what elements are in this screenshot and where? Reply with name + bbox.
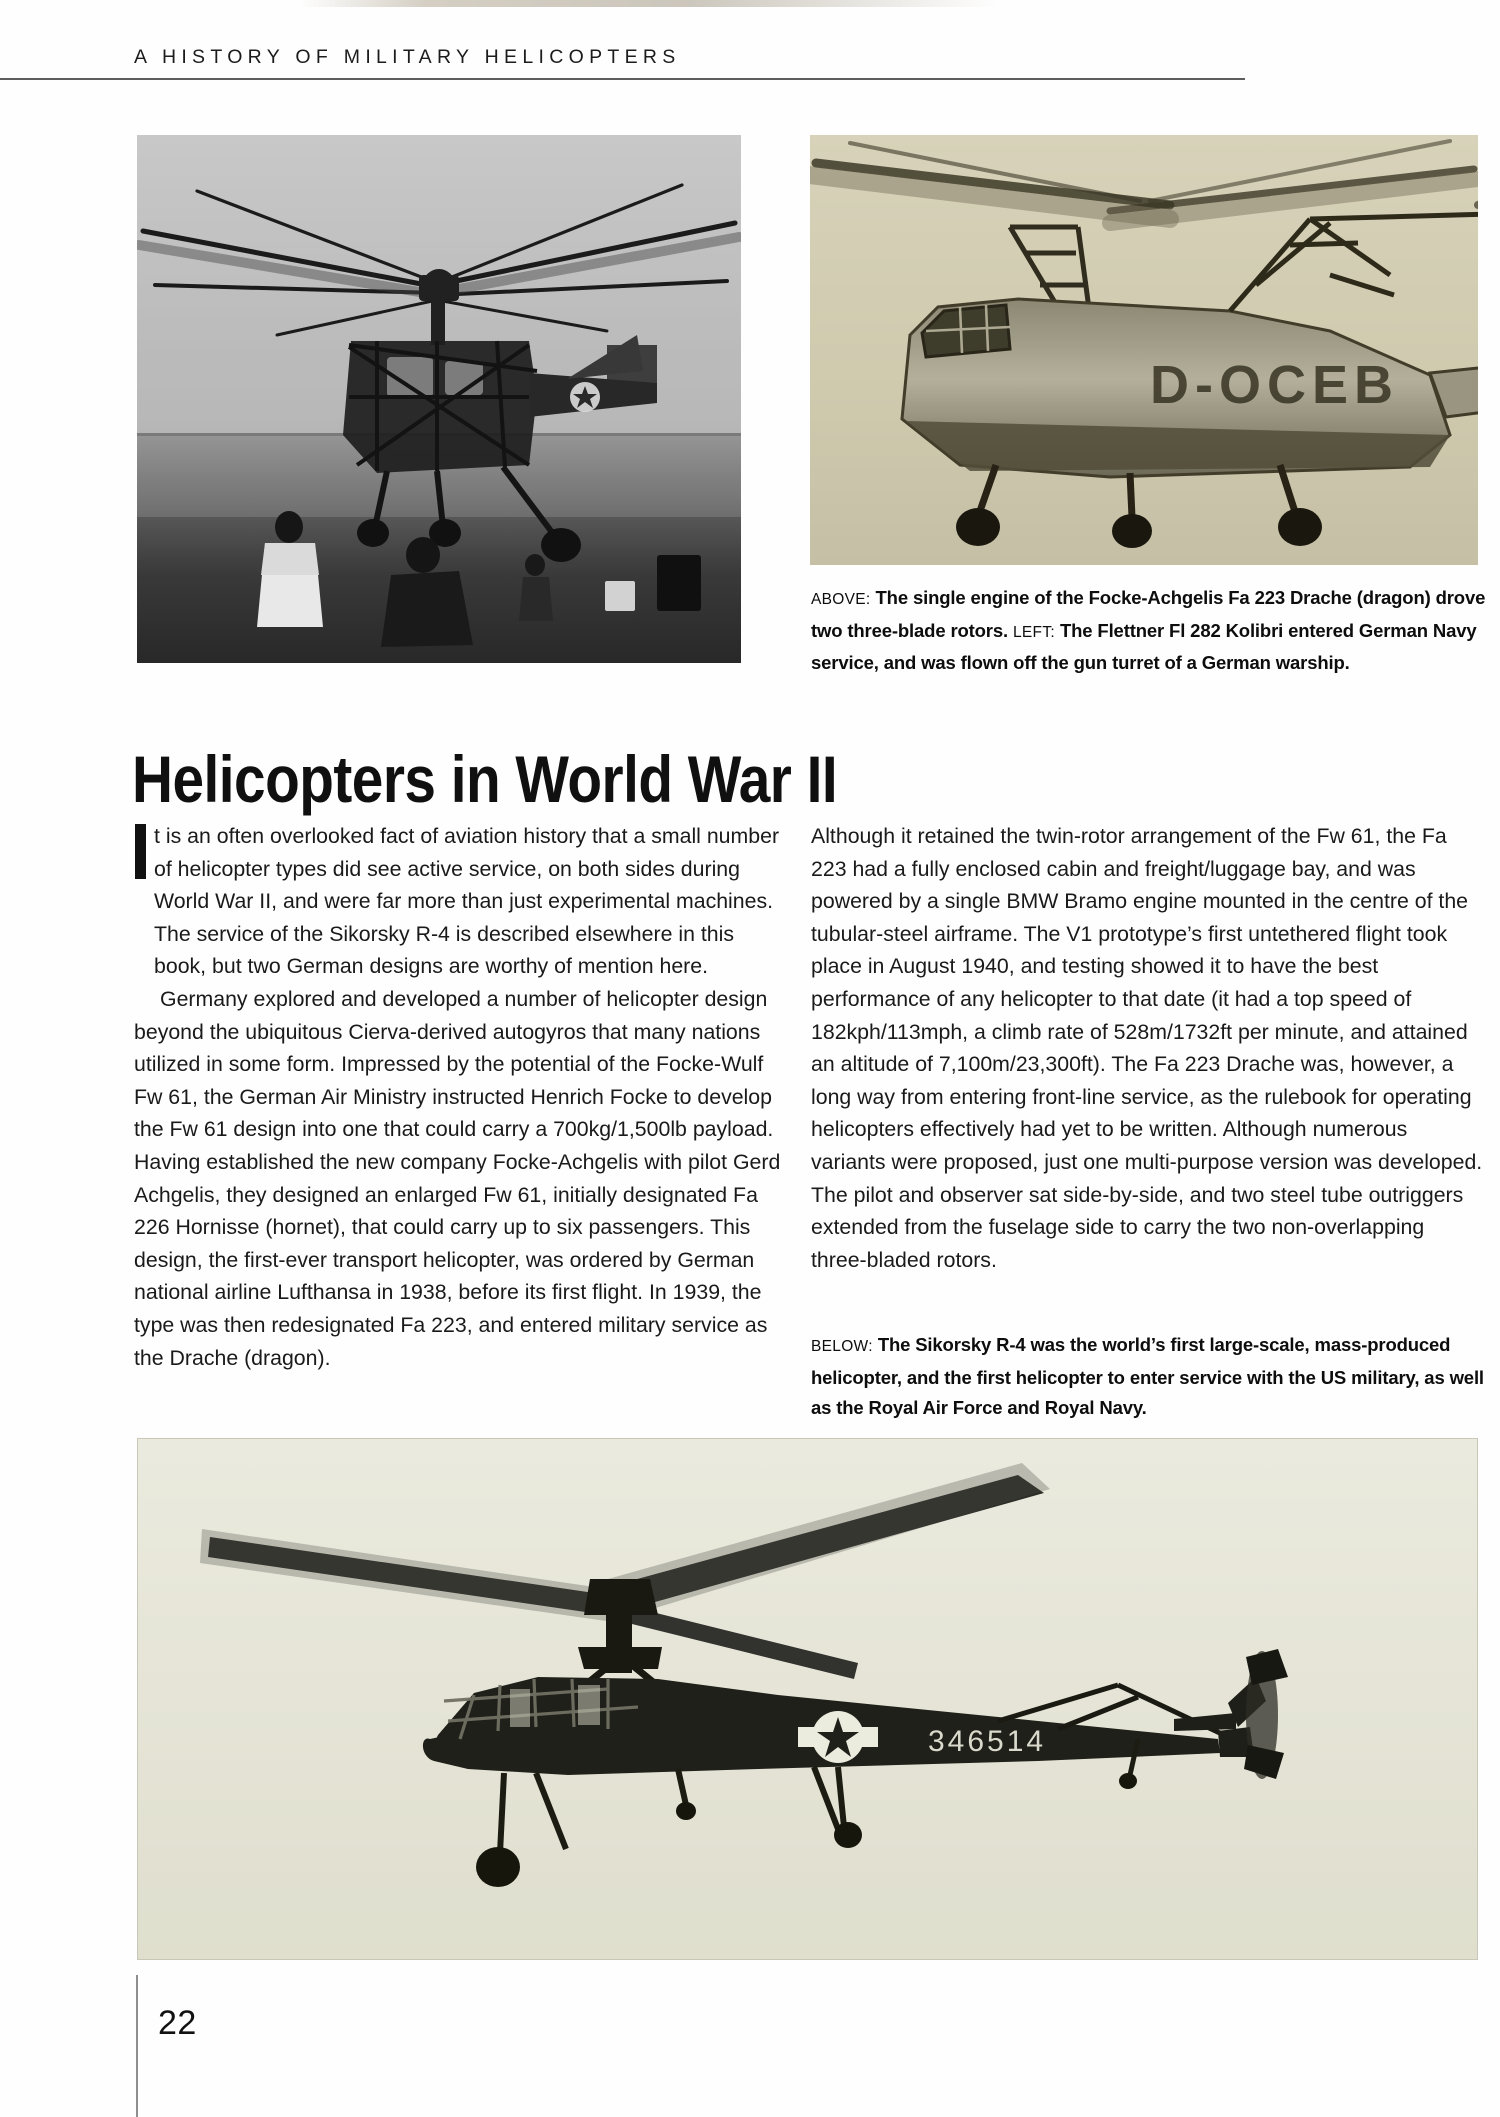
photo-focke-achgelis-fa-223 xyxy=(810,135,1478,565)
caption-above-left xyxy=(811,583,1491,679)
r4-photo-art xyxy=(138,1439,1477,1959)
svg-text:346514: 346514 xyxy=(928,1725,1047,1758)
body-column-right xyxy=(811,820,1483,1276)
page-title: Helicopters in World War II xyxy=(132,742,838,817)
fa223-photo-art xyxy=(810,135,1478,565)
caption-tag-below: BELOW: xyxy=(811,1338,873,1355)
caption-text-below: The Sikorsky R-4 was the world’s first large-scale, mass-produced helicopter, and the first helicopter to enter service with the US military, as well as the Royal Air Force and Royal Navy. xyxy=(811,1334,1484,1418)
paragraph: Germany explored and developed a number of helicopter design beyond the ubiquitous Cierva-derived autogyros that many nations utilized in some form. Impressed by the potential of the Focke-Wulf Fw 61, the German Air Ministry instructed Henrich Focke to develop the Fw 61 design into one that could carry a 700kg/1,500lb payload. Having established the new company Focke-Achgelis with pilot Gerd Achgelis, they designed an enlarged Fw 61, initially designated Fa 226 Hornisse (hornet), that could carry up to six passengers. This design, the first-ever transport helicopter, was ordered by German national airline Lufthansa in 1938, before its first flight. In 1939, the type was then redesignated Fa 223, and entered military service as the Drache (dragon). xyxy=(134,986,781,1370)
page-number: 22 xyxy=(158,2004,197,2042)
body-column-left xyxy=(134,820,784,1374)
header-rule xyxy=(0,78,1245,80)
paragraph: Although it retained the twin-rotor arrangement of the Fw 61, the Fa 223 had a fully enclosed cabin and freight/luggage bay, and was powered by a single BMW Bramo engine mounted in the centre of the tubular-steel airframe. The V1 prototype’s first untethered flight took place in August 1940, and testing showed it to have the best performance of any helicopter to that date (it had a top speed of 182kph/113mph, a climb rate of 528m/1732ft per minute, and attained an altitude of 7,100m/23,300ft). The Fa 223 Drache was, however, a long way from entering front-line service, as the rulebook for operating helicopters effectively had yet to be written. Although numerous variants were proposed, just one multi-purpose version was developed. The pilot and observer sat side-by-side, and two steel tube outriggers extended from the fuselage side to carry the two non-overlapping three-bladed rotors. xyxy=(811,824,1483,1272)
running-head: A HISTORY OF MILITARY HELICOPTERS xyxy=(134,46,681,68)
photo-sikorsky-r4 xyxy=(137,1438,1478,1960)
caption-tag-left: LEFT: xyxy=(1013,623,1055,641)
svg-text:D-OCEB: D-OCEB xyxy=(1150,355,1399,415)
caption-text-above: The single engine of the Focke-Achgelis Fa 223 Drache (dragon) drove two three-blade rotors. xyxy=(811,587,1486,641)
folio-rule xyxy=(136,1975,138,2117)
caption-tag-above: ABOVE: xyxy=(811,591,871,608)
flettner-photo-art xyxy=(137,135,741,663)
photo-flettner-fl-282 xyxy=(137,135,741,663)
paragraph: t is an often overlooked fact of aviation history that a small number of helicopter types did see active service, on both sides during World War II, and were far more than just experimental machines. The service of the Sikorsky R-4 is described elsewhere in this book, but two German designs are worthy of mention here. xyxy=(154,824,780,979)
scan-artifact xyxy=(300,0,1000,7)
caption-text-left: The Flettner Fl 282 Kolibri entered German Navy service, and was flown off the gun turret of a German warship. xyxy=(811,619,1477,673)
caption-below xyxy=(811,1330,1491,1424)
